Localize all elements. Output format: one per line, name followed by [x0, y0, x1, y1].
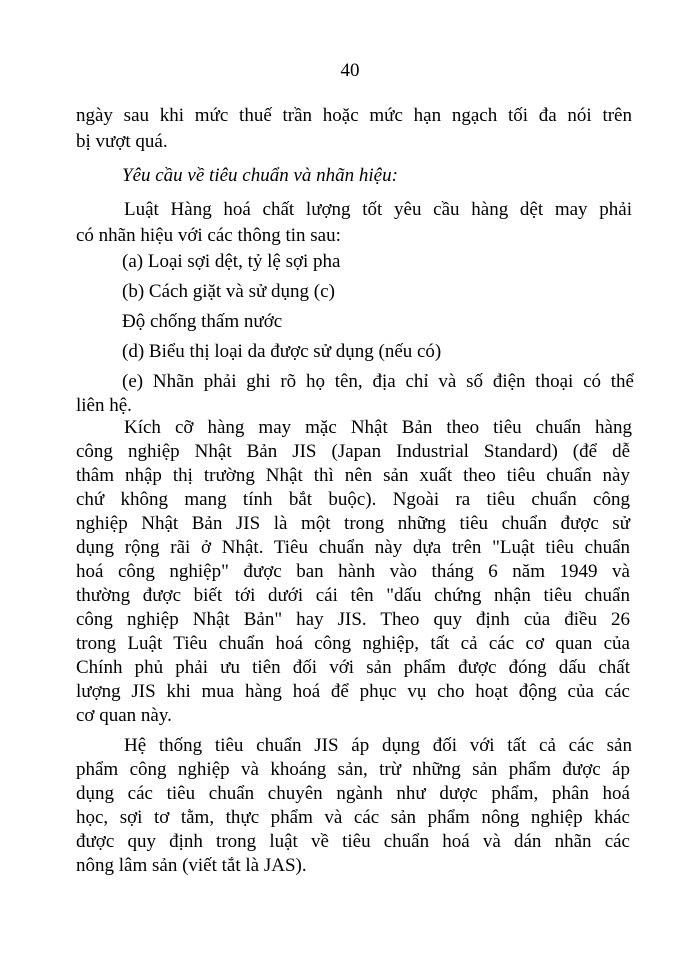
text-line: ngày sau khi mức thuế trần hoặc mức hạn ngạch tối đa nói trên: [76, 105, 632, 126]
text-line: Kích cỡ hàng may mặc Nhật Bản theo tiêu chuẩn hàng: [124, 417, 632, 438]
text-line: được quy định trong luật về tiêu chuẩn hoá và dán nhãn các: [76, 831, 630, 852]
text-line: công nghiệp Nhật Bản JIS (Japan Industrial Standard) (để dễ: [76, 441, 630, 462]
text-line: dụng rộng rãi ở Nhật. Tiêu chuẩn này dựa trên "Luật tiêu chuẩn: [76, 537, 630, 558]
list-item: (a) Loại sợi dệt, tỷ lệ sợi pha: [122, 251, 341, 272]
text-line: Luật Hàng hoá chất lượng tốt yêu cầu hàng dệt may phải: [124, 199, 632, 220]
text-line: có nhãn hiệu với các thông tin sau:: [76, 225, 341, 246]
list-item: Độ chống thấm nước: [122, 311, 283, 332]
text-line: trong Luật Tiêu chuẩn hoá công nghiệp, tất cả các cơ quan của: [76, 633, 630, 654]
text-line: phẩm công nghiệp và khoáng sản, trừ những sản phẩm được áp: [76, 759, 630, 780]
text-line: cơ quan này.: [76, 705, 172, 726]
text-line: nông lâm sản (viết tắt là JAS).: [76, 855, 307, 876]
text-line: Hệ thống tiêu chuẩn JIS áp dụng đối với tất cả các sản: [124, 735, 632, 756]
text-line: công nghiệp Nhật Bản" hay JIS. Theo quy định của điều 26: [76, 609, 630, 630]
text-line: thâm nhập thị trường Nhật thì nên sản xuất theo tiêu chuẩn này: [76, 465, 630, 486]
list-item: (e) Nhãn phải ghi rõ họ tên, địa chỉ và số điện thoại có thể: [122, 371, 634, 392]
text-line: thường được biết tới dưới cái tên "dấu chứng nhận tiêu chuẩn: [76, 585, 630, 606]
text-line: bị vượt quá.: [76, 131, 168, 152]
text-line: chứ không mang tính bắt buộc). Ngoài ra tiêu chuẩn công: [76, 489, 630, 510]
section-heading: Yêu cầu về tiêu chuẩn và nhãn hiệu:: [122, 165, 398, 186]
text-line: lượng JIS khi mua hàng hoá để phục vụ cho hoạt động của các: [76, 681, 630, 702]
page-number: 40: [340, 60, 360, 81]
list-item: (b) Cách giặt và sử dụng (c): [122, 281, 335, 302]
text-line: hoá công nghiệp" được ban hành vào tháng 6 năm 1949 và: [76, 561, 630, 582]
text-line: liên hệ.: [76, 395, 132, 416]
text-line: học, sợi tơ tằm, thực phẩm và các sản phẩm nông nghiệp khác: [76, 807, 630, 828]
text-line: dụng các tiêu chuẩn chuyên ngành như dược phẩm, phân hoá: [76, 783, 630, 804]
text-line: nghiệp Nhật Bản JIS là một trong những tiêu chuẩn được sử: [76, 513, 630, 534]
text-line: Chính phủ phải ưu tiên đối với sản phẩm được đóng dấu chất: [76, 657, 630, 678]
list-item: (d) Biểu thị loại da được sử dụng (nếu có): [122, 341, 442, 362]
